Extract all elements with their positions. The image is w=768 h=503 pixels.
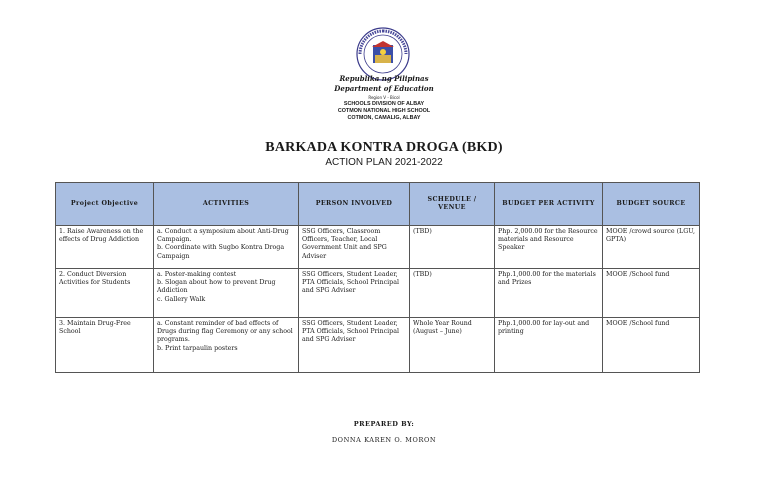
budget-cell: Php.1,000.00 for the materials and Prizes — [495, 269, 603, 318]
source-cell: MOOE /crowd source (LGU, GPTA) — [603, 226, 700, 269]
column-header: BUDGET SOURCE — [603, 183, 700, 226]
column-header: ACTIVITIES — [154, 183, 299, 226]
budget-cell: Php. 2,000.00 for the Resource materials and Resource Speaker — [495, 226, 603, 269]
department-text: Department of Education — [334, 84, 434, 93]
region-text: Region V - Bicol — [368, 95, 400, 100]
activities-cell — [154, 226, 299, 269]
table-row — [56, 226, 700, 269]
activity-item: b. Print tarpaulin posters — [157, 344, 238, 352]
column-header: BUDGET PER ACTIVITY — [495, 183, 603, 226]
activity-item: c. Gallery Walk — [157, 295, 206, 303]
schedule-cell: (TBD) — [410, 226, 495, 269]
activities-cell — [154, 318, 299, 373]
source-cell: MOOE /School fund — [603, 318, 700, 373]
column-header: Project Objective — [56, 183, 154, 226]
budget-cell: Php.1,000.00 for lay-out and printing — [495, 318, 603, 373]
persons-cell: SSG Officers, Classroom Officers, Teacher, Local Government Unit and SPG Adviser — [299, 226, 410, 269]
persons-cell: SSG Officers, Student Leader, PTA Officials, School Principal and SPG Adviser — [299, 318, 410, 373]
table-row — [56, 269, 700, 318]
schedule-cell: (TBD) — [410, 269, 495, 318]
republic-text: Republika ng Pilipinas — [339, 74, 429, 83]
address-text: COTMON, CAMALIG, ALBAY — [347, 115, 421, 121]
objective-cell: 3. Maintain Drug-Free School — [56, 318, 154, 373]
activity-item: b. Coordinate with Sugbo Kontra Droga Campaign — [157, 244, 285, 260]
division-text: SCHOOLS DIVISION OF ALBAY — [343, 101, 425, 107]
prepared-by-name: DONNA KAREN O. MORON — [331, 436, 437, 444]
deped-seal-icon — [356, 27, 410, 81]
activities-cell — [154, 269, 299, 318]
prepared-by-label: PREPARED BY: — [353, 420, 415, 428]
schedule-cell: Whole Year Round (August – June) — [410, 318, 495, 373]
objective-cell: 2. Conduct Diversion Activities for Students — [56, 269, 154, 318]
document-title: BARKADA KONTRA DROGA (BKD) — [265, 140, 503, 155]
activity-item: b. Slogan about how to prevent Drug Addiction — [157, 279, 276, 295]
column-header: PERSON INVOLVED — [299, 183, 410, 226]
column-header: SCHEDULE / VENUE — [410, 183, 495, 226]
activity-item: a. Poster-making contest — [157, 271, 237, 278]
action-plan-table — [55, 182, 700, 373]
persons-cell: SSG Officers, Student Leader, PTA Officials, School Principal and SPG Adviser — [299, 269, 410, 318]
source-cell: MOOE /School fund — [603, 269, 700, 318]
objective-cell: 1. Raise Awareness on the effects of Drug Addiction — [56, 226, 154, 269]
table-header-row — [56, 183, 700, 226]
document-subtitle: ACTION PLAN 2021-2022 — [325, 157, 443, 168]
activity-item: a. Constant reminder of bad effects of Drugs during flag Ceremony or any school programs. — [157, 320, 293, 344]
activity-item: a. Conduct a symposium about Anti-Drug Campaign. — [157, 228, 289, 244]
table-row — [56, 318, 700, 373]
school-text: COTMON NATIONAL HIGH SCHOOL — [337, 108, 431, 114]
